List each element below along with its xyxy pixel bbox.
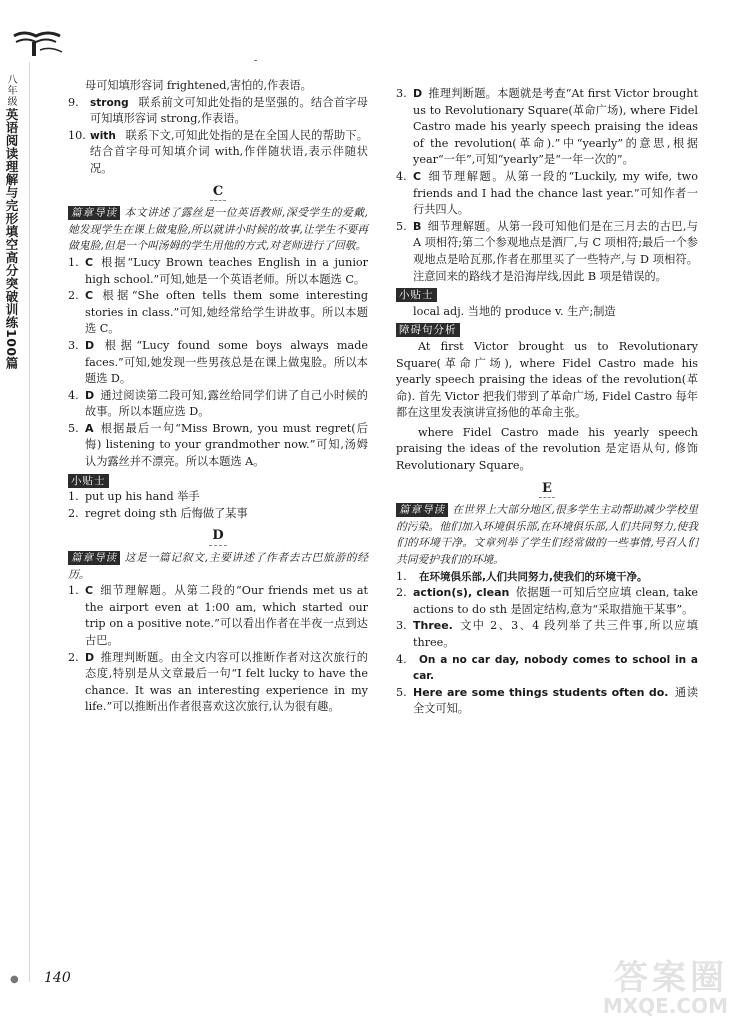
series-title: 英语阅读理解与完形填空高分突破训练100篇 [4,108,19,370]
continuation-line: 母可知填形容词 frightened,害怕的,作表语。 [85,79,312,92]
margin-divider [29,62,30,982]
section-e-heading: E [396,481,698,499]
analysis-paragraph: At first Victor brought us to Revolutionary Square(革命广场), where Fidel Castro made his yearly speech praising the ideas of the revolution(革命). 首先 Victor 把我们带到了革命广场, Fidel Castro 每年都在这里发表演讲宣扬他的革命主张。 [396,339,698,420]
right-column [396,86,698,718]
section-e-intro: 篇章导读 在世界上大部分地区,很多学生主动帮助减少学校里的污染。他们加入环境俱乐部,在环境俱乐部,人们共同努力,使我们的环境干净。文章列举了学生们经常做的一些事情,号召人们共同爱护我们的环境。 [396,503,698,567]
section-c-heading: C [68,184,368,202]
tip-item: 1. put up his hand 举手 [68,490,200,504]
item-number: 9. [68,95,79,109]
watermark: 答案圈 MXQE.COM [602,958,728,1018]
answer-item: 4. D 通过阅读第二段可知,露丝给同学们讲了自己小时候的故事。所以本题应选 D。 [68,388,368,419]
section-d-heading: D [68,528,368,546]
answer-item [68,95,368,128]
intro-tag: 篇章导读 [396,503,448,517]
intro-tag: 篇章导读 [68,206,120,220]
item-explanation: 联系前文可知此处指的是坚强的。结合首字母可知填形容词 strong,作表语。 [90,95,368,126]
tips-heading: 小贴士 [396,287,698,304]
book-logo-icon [10,28,66,60]
answer-item: 5. B 细节理解题。从第一段可知他们是在三月去的古巴,与 A 项相符;第二个参观地点是酒厂,与 C 项相符;最后一个参观地点是哈瓦那,作者在那里买了一些特产,与 D 项相符。注意回来的路线才是沿海岸线,因此 B 项是错误的。 [396,219,698,283]
item-answer: strong [90,96,129,109]
answer-item: 2. D 推理判断题。由全文内容可以推断作者对这次旅行的态度,特别是从文章最后一句“I felt lucky to have the chance. It was an interesting experience in my life.”可以推断出作者很喜欢这次旅行,认为很有趣。 [68,650,368,714]
tip-line: local adj. 当地的 produce v. 生产;制造 [413,304,616,318]
answer-item: 1. C 根据“Lucy Brown teaches English in a junior high school.”可知,她是一个英语老师。所以本题选 C。 [68,255,368,286]
tip-item: 2. regret doing sth 后悔做了某事 [68,506,248,520]
grade-label: 八年级 [5,74,16,107]
answer-item: 3. D 根据“Lucy found some boys always made faces.”可知,她发现一些男孩总是在课上做鬼脸。所以本题选 D。 [68,338,368,386]
tips-heading: 小贴士 [68,473,368,490]
answer-item: 2. C 根据“She often tells them some interesting stories in class.”可知,她经常给学生讲故事。所以本题选 C。 [68,289,368,336]
scan-mark [254,60,257,61]
analysis-paragraph: where Fidel Castro made his yearly speech praising the ideas of the revolution 是定语从句, 修饰 Revolutionary Square。 [396,425,698,473]
intro-tag: 篇章导读 [68,551,120,565]
section-c-intro: 篇章导读 本文讲述了露丝是一位英语教师,深受学生的爱戴,她发现学生在课上做鬼脸,所以就讲小时候的故事,让学生不要再做鬼脸,但是一个叫汤姆的学生用他的方式,对老师进行了回敬。 [68,206,368,253]
answer-item: 5. A 根据最后一句“Miss Brown, you must regret(后悔) listening to your grandmother now.”可知,汤姆认为露丝并不漂亮。所以本题选 A。 [68,421,368,469]
item-explanation: 联系下文,可知此处指的是在全国人民的帮助下。结合首字母可知填介词 with,作伴随状语,表示伴随状况。 [90,128,368,175]
page-number: 140 [44,970,71,986]
answer-item: 5. Here are some things students often do. 通读全文可知。 [396,685,698,716]
answer-item: 1. 在环境俱乐部,人们共同努力,使我们的环境干净。 [396,569,648,583]
answer-item: 3. Three. 文中 2、3、4 段列举了共三件事,所以应填 three。 [396,619,698,649]
answer-item: 4. C 细节理解题。从第一段的“Luckily, my wife, two friends and I had the chance last year.”可知作者一行共四人。 [396,169,698,217]
margin-dot: ● [10,974,19,985]
item-answer: with [90,129,116,142]
analysis-heading: 障碍句分析 [396,322,698,339]
answer-item: 4. On a no car day, nobody comes to school in a car. [396,652,698,683]
item-number: 10. [68,128,86,142]
answer-item: 2. action(s), clean 依据题一可知后空应填 clean, take actions to do sth 是固定结构,意为“采取措施干某事”。 [396,586,698,616]
left-column [68,78,368,716]
answer-item: 3. D 推理判断题。本题就是考查“At first Victor brought us to Revolutionary Square(革命广场), where Fidel Castro made his yearly speech praising the ideas of the revolution(革命).”中“yearly”的意思,根据 year“一年”,可知“yearly”是“一年一次的”。 [396,87,698,167]
answer-item [68,128,368,178]
answer-item: 1. C 细节理解题。从第二段的“Our friends met us at the airport even at 1:00 am, which started our trip on a positive note.”可以看出作者在半夜一点到达古巴。 [68,584,368,647]
section-d-intro: 篇章导读 这是一篇记叙文,主要讲述了作者去古巴旅游的经历。 [68,551,368,581]
